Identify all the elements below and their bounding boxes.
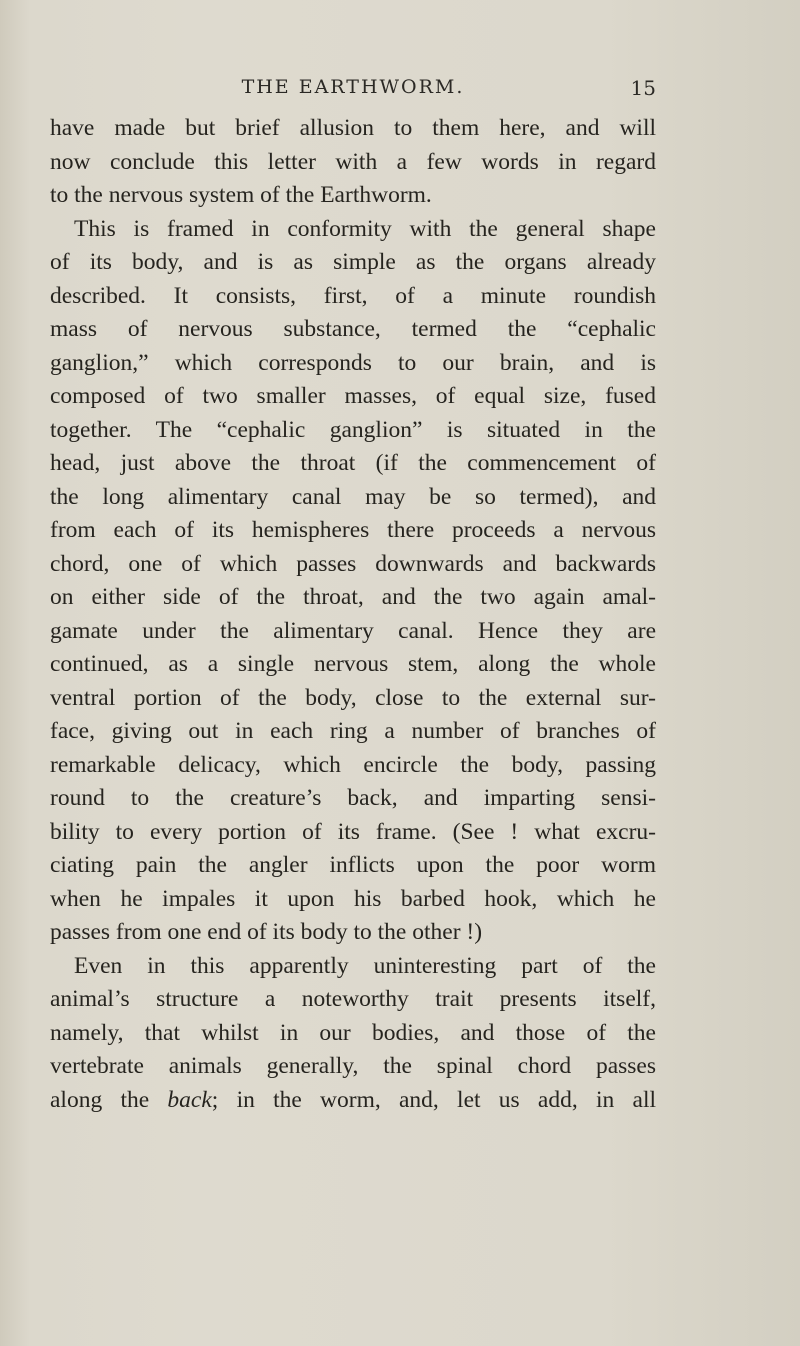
text-line: to the nervous system of the Earthworm.: [50, 182, 432, 208]
text-line: head, just above the throat (if the commencement of: [50, 450, 656, 476]
text-line: mass of nervous substance, termed the “cephalic: [50, 316, 656, 342]
text-line: remarkable delicacy, which encircle the body, passing: [50, 751, 656, 778]
text-line: Even in this apparently uninteresting part of the: [74, 952, 656, 979]
text-line: the long alimentary canal may be so termed), and: [50, 483, 656, 510]
running-title: THE EARTHWORM.: [241, 76, 465, 98]
text-line: gamate under the alimentary canal. Hence they are: [50, 617, 656, 644]
emphasis-text: back: [167, 1086, 212, 1113]
text-line: from each of its hemispheres there proceeds a nervous: [50, 517, 656, 543]
text-line: have made but brief allusion to them here, and will: [50, 115, 656, 141]
text-line: described. It consists, first, of a minute roundish: [50, 282, 656, 309]
text-line: composed of two smaller masses, of equal size, fused: [50, 383, 656, 409]
text-line: along the back; in the worm, and, let us add, in all: [50, 1086, 657, 1113]
text-line: of its body, and is as simple as the organs already: [50, 249, 656, 275]
text-line: vertebrate animals generally, the spinal chord passes: [50, 1053, 656, 1079]
text-line: namely, that whilst in our bodies, and those of the: [50, 1019, 656, 1046]
text-line: chord, one of which passes downwards and backwards: [50, 550, 656, 577]
text-line: ganglion,” which corresponds to our brain, and is: [50, 349, 656, 376]
text-line: ciating pain the angler inflicts upon the poor worm: [50, 852, 656, 878]
text-line: when he impales it upon his barbed hook, which he: [50, 885, 656, 912]
text-line: bility to every portion of its frame. (See ! what excru-: [50, 818, 656, 845]
text-line: This is framed in conformity with the general shape: [74, 215, 656, 242]
text-line: ventral portion of the body, close to the external sur-: [50, 684, 656, 711]
text-line: passes from one end of its body to the other !): [50, 919, 483, 945]
text-line: animal’s structure a noteworthy trait presents itself,: [50, 986, 656, 1012]
text-line: now conclude this letter with a few words in regard: [50, 148, 656, 175]
body-text: [50, 112, 656, 1117]
text-line: on either side of the throat, and the two again amal-: [50, 584, 656, 610]
page-header: [50, 76, 656, 106]
text-line: together. The “cephalic ganglion” is situated in the: [50, 416, 656, 443]
page-number: 15: [630, 76, 656, 100]
text-line: round to the creature’s back, and imparting sensi-: [50, 785, 656, 811]
text-line: face, giving out in each ring a number of branches of: [50, 718, 656, 744]
text-line: continued, as a single nervous stem, along the whole: [50, 651, 656, 677]
